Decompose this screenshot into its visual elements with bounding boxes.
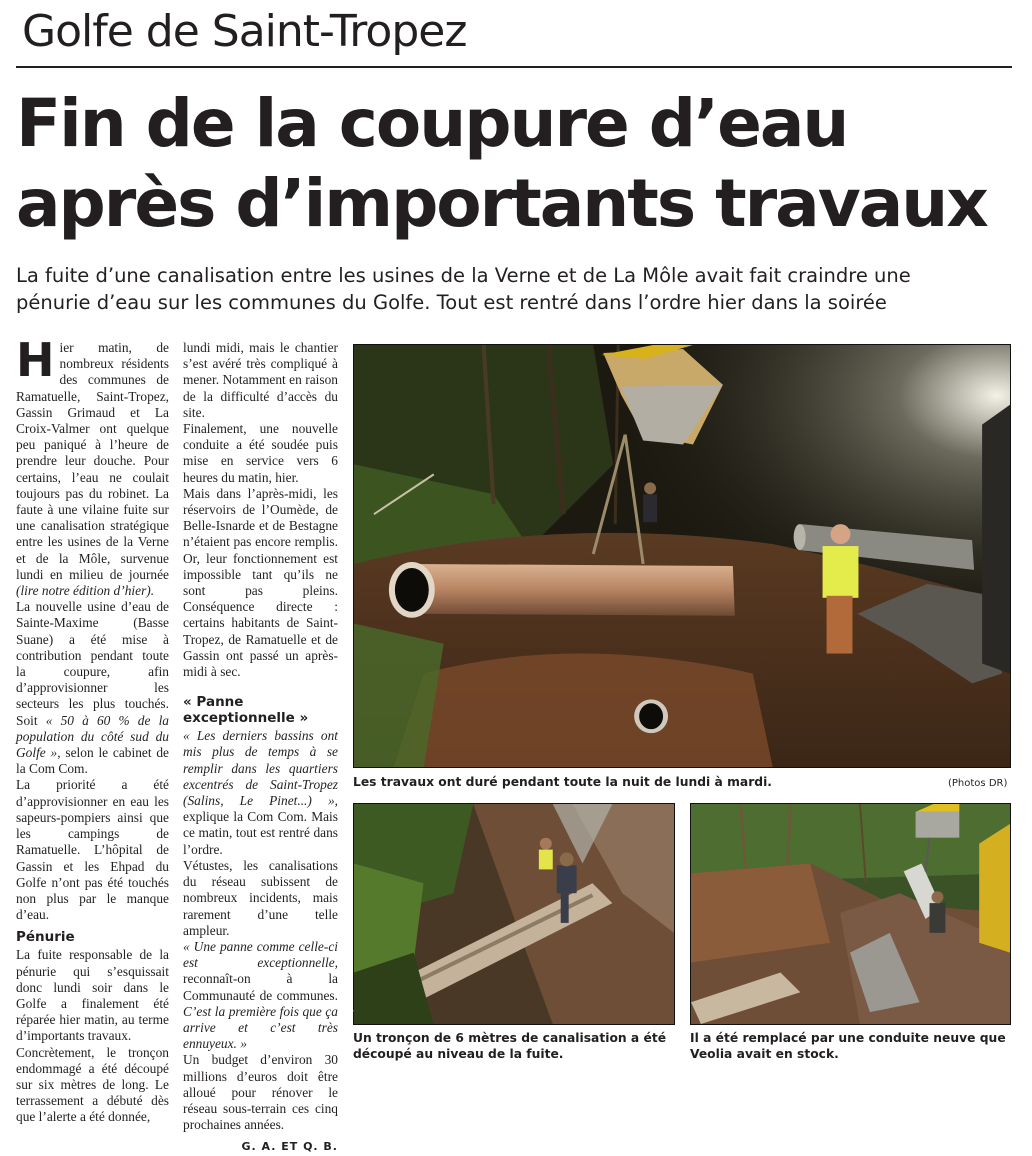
standfirst xyxy=(16,262,1016,316)
article-text-italic: « Une panne comme celle-ci est exceptionnelle, xyxy=(183,938,338,971)
article-paragraph: lundi midi, mais le chantier s’est avéré très compliqué à mener. Notamment en raison de la difficulté d’accès du site. xyxy=(183,340,338,420)
headline xyxy=(16,84,987,244)
section-title: Golfe de Saint-Tropez xyxy=(22,6,467,57)
article-column-2 xyxy=(183,340,338,1156)
subheading-panne: « Panne exceptionnelle » xyxy=(183,694,309,727)
caption-main: Les travaux ont duré pendant toute la nuit de lundi à mardi. xyxy=(353,775,772,789)
byline: G. A. ET Q. B. xyxy=(241,1140,338,1154)
article-text: , selon le cabinet de la Com Com. xyxy=(16,745,170,777)
article-text-italic: « Les derniers bassins ont mis plus de temps à se remplir dans les quartiers excentrés de Saint-Tropez (Salins, Le Pinet...) » xyxy=(183,728,338,809)
article-paragraph: Finalement, une nouvelle conduite a été soudée puis mise en service vers 6 heures du matin, hier. xyxy=(183,421,338,485)
section-rule xyxy=(16,66,1012,68)
photo-new-pipe xyxy=(690,803,1011,1025)
headline-line-2: après d’importants travaux xyxy=(16,165,987,242)
article-paragraph xyxy=(183,728,338,858)
photo-pipe-cut xyxy=(353,803,675,1025)
headline-line-1: Fin de la coupure d’eau xyxy=(16,85,848,162)
article-paragraph: La fuite responsable de la pénurie qui s’esquissait donc lundi soir dans le Golfe a finalement été réparée hier matin, au terme d’importants travaux. xyxy=(16,947,169,1044)
article-paragraph xyxy=(16,599,169,777)
article-paragraph: Un budget d’environ 30 millions d’euros doit être alloué pour rénover le réseau sous-terrain ces cinq prochaines années. xyxy=(183,1052,338,1133)
article-paragraph: Mais dans l’après-midi, les réservoirs de l’Oumède, de Belle-Isnarde et de Bestagne n’étaient pas encore remplis. Or, leur fonctionnement est impossible tant qu’ils ne sont pas pleins. Conséquence directe : certains habitants de Saint-Tropez, de Ramatuelle et de Gassin ont passé un après-midi à sec. xyxy=(183,485,338,680)
article-paragraph: Concrètement, le tronçon endommagé a été découpé sur six mètres de long. Le terrassement a débuté dès que l’alerte a été donnée, xyxy=(16,1044,169,1125)
photo-credit: (Photos DR) xyxy=(948,778,1008,789)
subheading-penurie: Pénurie xyxy=(16,929,75,946)
article-paragraph xyxy=(16,333,169,599)
article-text: ier matin, de nombreux résidents des communes de Ramatuelle, Saint-Tropez, Gassin Grimaud et La Croix-Valmer ont quelque peu paniqué à l’heure de prendre leur douche. Pour certains, l’eau ne coulait toujours pas du robinet. La faute à une vilaine fuite sur une canalisation stratégique entre les usines de la Verne et de la Môle, survenue lundi en milieu de journée xyxy=(16,340,169,582)
article-paragraph: Vétustes, les canalisations du réseau subissent de nombreux incidents, mais rarement d’une telle ampleur. xyxy=(183,857,338,938)
article-text-italic: « 50 à 60 % de la population du côté sud du Golfe » xyxy=(16,712,169,761)
caption-right: Il a été remplacé par une conduite neuve que Veolia avait en stock. xyxy=(690,1031,1006,1061)
article-paragraph: La priorité a été d’approvisionner en eau les sapeurs-pompiers ainsi que les campings de Ramatuelle. L’hôpital de Gassin et les Ehpad du Golfe n’ont pas été touchés non plus par le manque d’eau. xyxy=(16,777,169,923)
standfirst-line-1: La fuite d’une canalisation entre les usines de la Verne et de La Môle avait fait craindre une xyxy=(16,264,911,287)
article-column-1 xyxy=(16,333,170,1126)
article-paragraph xyxy=(183,939,338,1052)
main-photo xyxy=(353,344,1011,768)
standfirst-line-2: pénurie d’eau sur les communes du Golfe. Tout est rentré dans l’ordre hier dans la soirée xyxy=(16,291,887,314)
article-text-italic: C’est la première fois que ça arrive et c’est très ennuyeux. » xyxy=(183,1003,338,1052)
article-text-italic: (lire notre édition d’hier). xyxy=(16,583,155,599)
article-text: La nouvelle usine d’eau de Sainte-Maxime (Basse Suane) a été mise à contribution pendant toute la coupure, afin d’approvisionner les secteurs les plus touchés. Soit xyxy=(16,599,169,728)
drop-cap: H xyxy=(16,333,55,387)
article-text: reconnaît-on à la Communauté de communes. xyxy=(183,971,338,1003)
caption-left: Un tronçon de 6 mètres de canalisation a été découpé au niveau de la fuite. xyxy=(353,1031,667,1061)
article-text: , explique la Com Com. Mais ce matin, tout est rentré dans l’ordre. xyxy=(183,793,338,857)
